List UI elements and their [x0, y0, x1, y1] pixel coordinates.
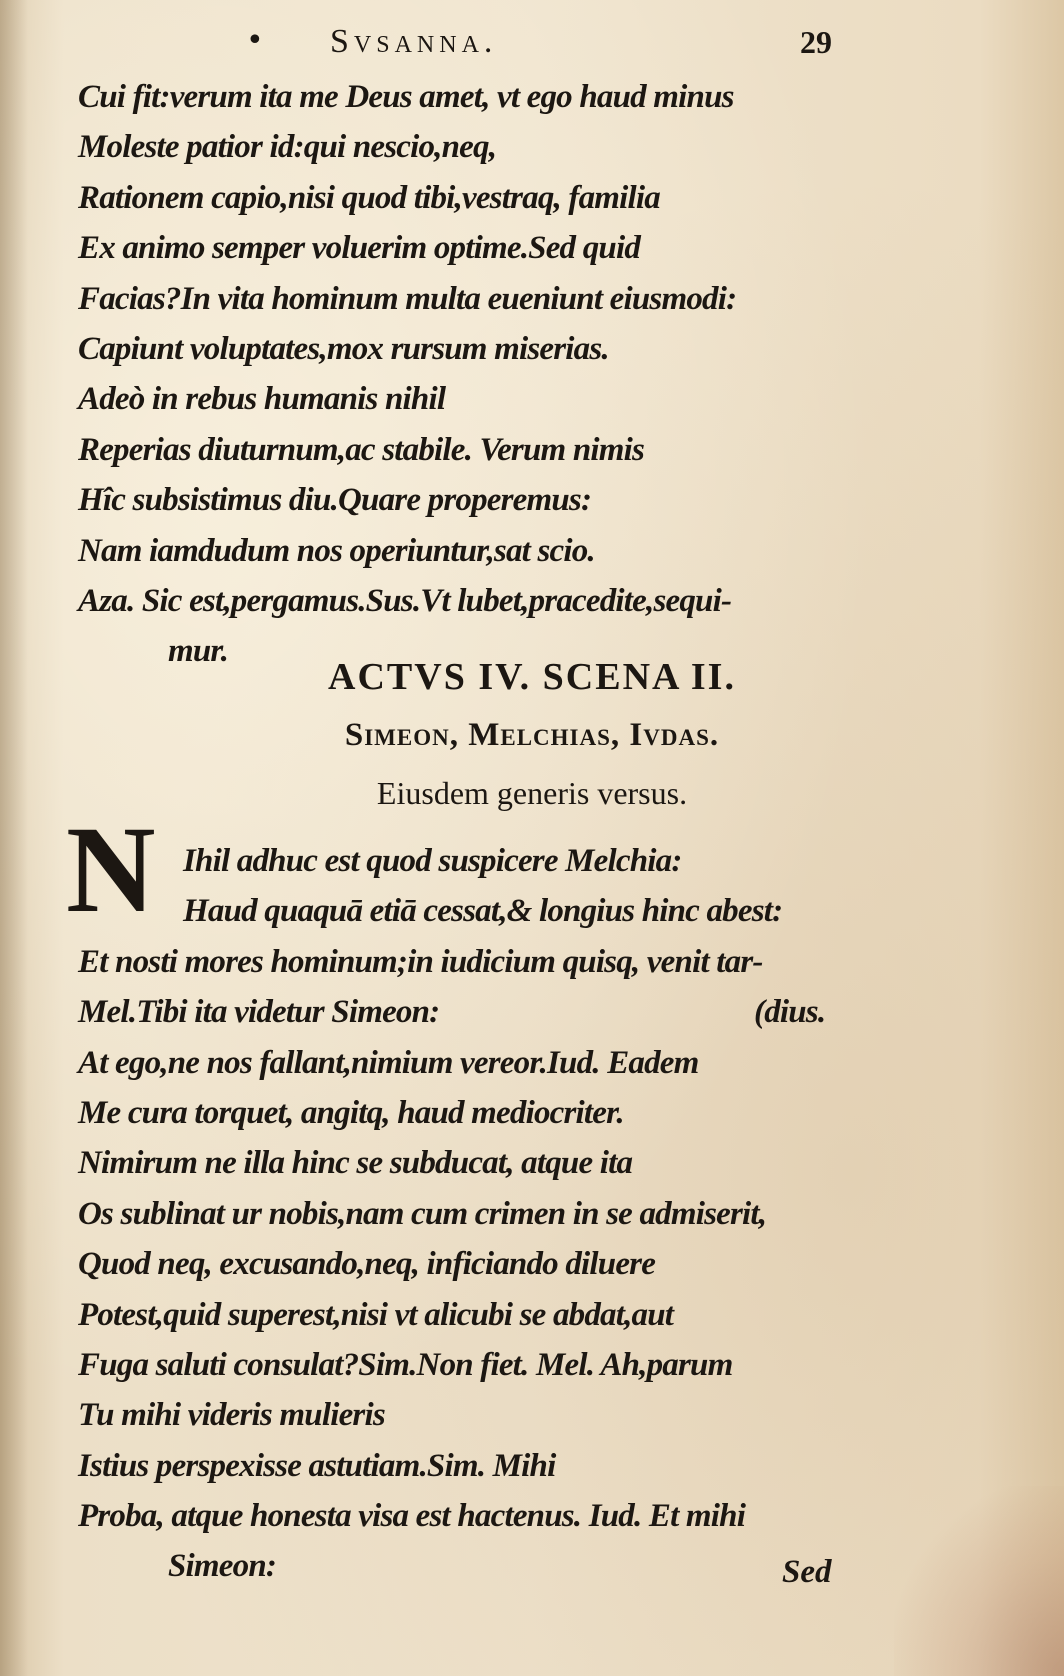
verse-block-top: [78, 72, 878, 677]
drop-cap-initial: N: [66, 801, 156, 938]
catchword: Sed: [782, 1554, 832, 1590]
page-edge-shadow: [0, 0, 28, 1676]
verse-block-scene: [78, 836, 878, 1592]
verse-line: Me cura torquet, angitq, haud mediocriter.: [78, 1094, 624, 1131]
verse-line: Et nosti mores hominum;in iudicium quisq, venit tar-: [78, 943, 763, 980]
verse-line: Proba, atque honesta visa est hactenus. Iud. Et mihi: [78, 1498, 746, 1535]
scene-metre-note: Eiusdem generis versus.: [376, 775, 688, 811]
verse-line-continuation: Simeon:: [168, 1548, 277, 1585]
verse-line: Ihil adhuc est quod suspicere Melchia:: [183, 843, 682, 879]
verse-line: Hîc subsistimus diu.Quare properemus:: [78, 482, 592, 519]
verse-line-left: Mel.Tibi ita videtur Simeon:: [78, 994, 440, 1031]
verse-line-turnover: (dius.: [754, 994, 826, 1031]
verse-line: Nimirum ne illa hinc se subducat, atque ita: [78, 1145, 633, 1182]
verse-line: Ex animo semper voluerim optime.Sed quid: [78, 230, 641, 267]
page-stain: [894, 1486, 1064, 1676]
scene-heading: ACTVS IV. SCENA II.: [328, 656, 736, 698]
verse-line: Quod neq, excusando,neq, inficiando diluere: [78, 1246, 656, 1283]
verse-line-continuation: mur.: [168, 633, 229, 670]
verse-line: Aza. Sic est,pergamus.Sus.Vt lubet,pracedite,sequi-: [78, 582, 732, 619]
running-head: [0, 18, 1064, 68]
verse-line: Potest,quid superest,nisi vt alicubi se abdat,aut: [78, 1296, 674, 1333]
scene-persons: Simeon, Melchias, Ivdas.: [344, 717, 720, 753]
running-head-title: Svsanna.: [330, 23, 498, 60]
verse-line: Nam iamdudum nos operiuntur,sat scio.: [78, 532, 595, 569]
verse-line: Facias?In vita hominum multa eueniunt eiusmodi:: [78, 280, 737, 317]
page-number: 29: [800, 24, 832, 60]
verse-line: Capiunt voluptates,mox rursum miserias.: [78, 330, 609, 367]
verse-line: Adeò in rebus humanis nihil: [78, 381, 446, 418]
verse-line: Moleste patior id:qui nescio,neq,: [78, 129, 497, 166]
verse-line: Tu mihi videris mulieris: [78, 1397, 385, 1434]
verse-line: Haud quaquā etiā cessat,& longius hinc abest:: [183, 893, 783, 930]
verse-line: Istius perspexisse astutiam.Sim. Mihi: [78, 1447, 556, 1484]
verse-line: Cui fit:verum ita me Deus amet, vt ego haud minus: [78, 79, 734, 115]
running-head-dot: •: [246, 23, 264, 58]
verse-line-split: [78, 987, 878, 1037]
verse-line: Rationem capio,nisi quod tibi,vestraq, familia: [78, 179, 660, 216]
verse-line: Reperias diuturnum,ac stabile. Verum nimis: [78, 431, 645, 468]
verse-line: Fuga saluti consulat?Sim.Non fiet. Mel. Ah,parum: [78, 1346, 733, 1383]
verse-line: Os sublinat ur nobis,nam cum crimen in se admiserit,: [78, 1195, 767, 1232]
verse-line: At ego,ne nos fallant,nimium vereor.Iud. Eadem: [78, 1044, 699, 1081]
